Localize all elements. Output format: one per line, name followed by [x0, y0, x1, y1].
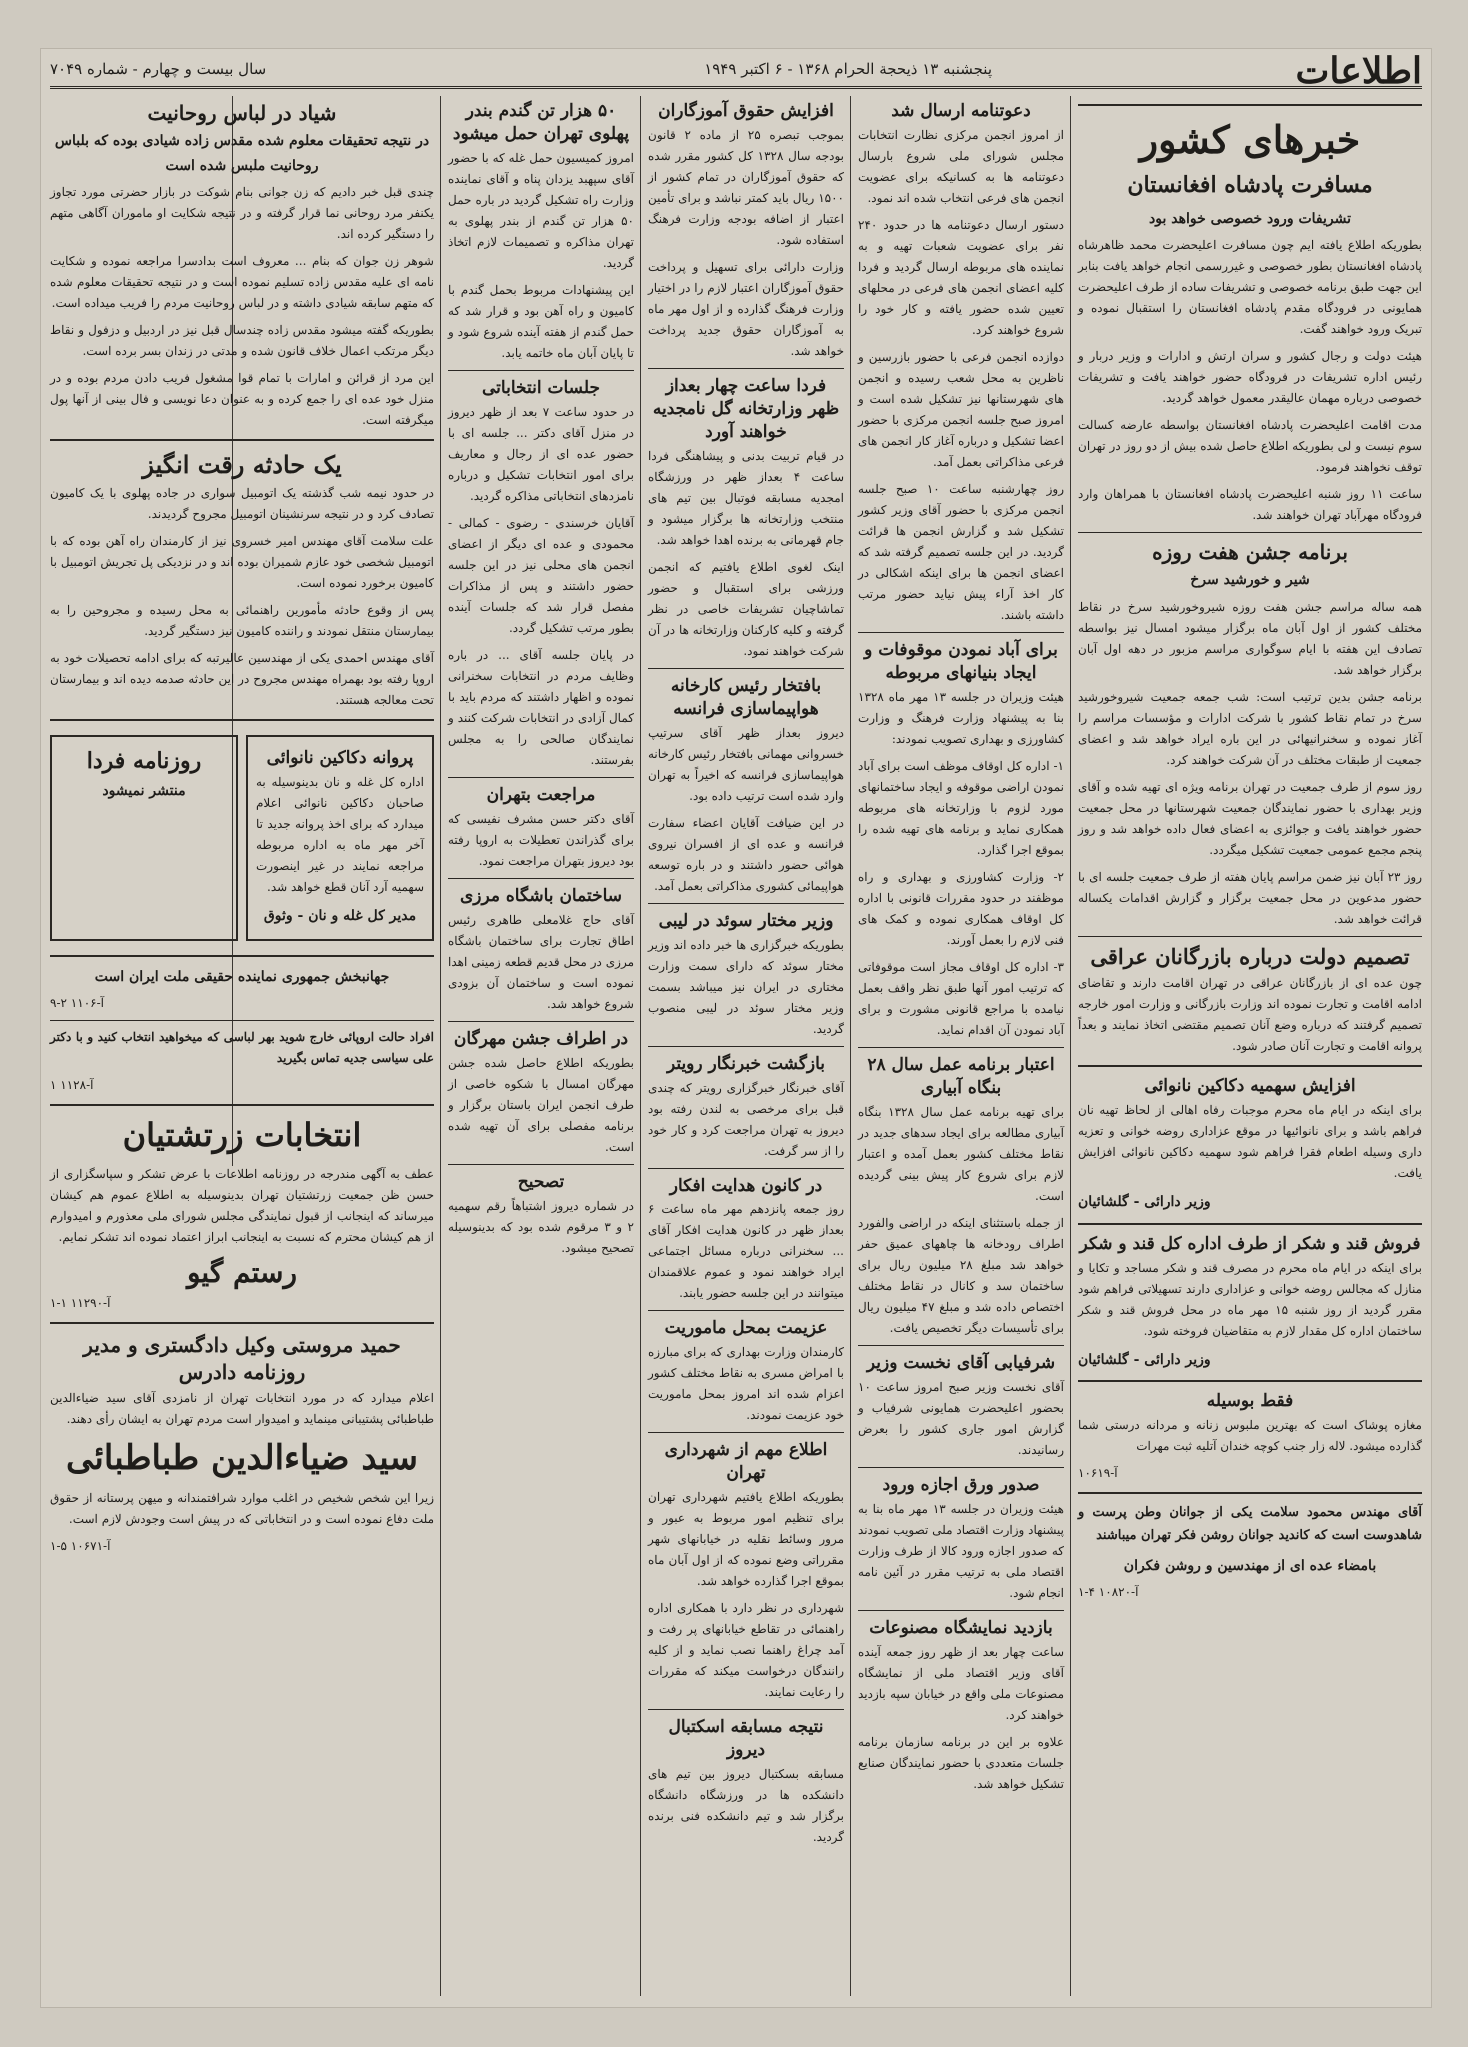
article-paragraph: روز ۲۳ آبان نیز ضمن مراسم پایان هفته از طرف جمعیت جلسه ای با حضور مدعوین در محل جمعیت برگزار و گزارش اقدامات یکساله قرائت خواهد شد. — [1078, 869, 1423, 926]
article-title: افزایش حقوق آموزگاران — [658, 101, 834, 121]
article-title: یک حادثه رقت انگیز — [142, 450, 342, 479]
article-paragraph: در حدود نیمه شب گذشته یک اتومبیل سواری در جاده پهلوی با یک کامیون تصادف کرد و در نتیجه سرنشینان اتومبیل مجروح گردیدند. — [50, 486, 434, 522]
notice-text: اداره کل غله و نان بدینوسیله به صاحبان دکاکین نانوائی اعلام میدارد که برای اخذ پروانه جدید تا آخر مهر ماه به اداره مربوطه مراجعه نمایند در غیر اینصورت سهمیه آرد آنان قطع خواهد شد. — [256, 775, 424, 895]
article-paragraph: آقای نخست وزیر صبح امروز ساعت ۱۰ بحضور اعلیحضرت همایونی شرفیاب و گزارش امور جاری کشور را بعرض رسانیدند. — [858, 1379, 1064, 1457]
article-title: شیاد در لباس روحانیت — [147, 101, 337, 125]
article-paragraph: آقای مهندس احمدی یکی از مهندسین عالیرتبه که برای ادامه تحصیلات خود به اروپا رفته بود بهمراه مهندس مجروح در این حادثه صدمه دیده اند و بیمارستان تحت معالجه هستند. — [50, 651, 434, 708]
article-paragraph: دوازده انجمن فرعی با حضور بازرسین و ناظرین به محل شعب رسیده و انجمن های شهرستانها نیز تشکیل شده است و امروز صبح جلسه انجمن مرکزی با حضور اعضا تشکیل و درباره آغاز کار انجمن های فرعی مذاکراتی بعمل آمد. — [858, 349, 1064, 469]
article-title: بازدید نمایشگاه مصنوعات — [869, 1617, 1053, 1638]
column-rule — [440, 96, 441, 1996]
signature: مدیر کل غله و نان - وثوق — [263, 908, 417, 925]
ad-code: آ-۱۰۶۷۱ ۵-۱ — [50, 1539, 111, 1554]
article-paragraph: شوهر زن جوان که بنام ... معروف است بدادسرا مراجعه نموده و شکایت نامه ای علیه مقدس زاده تسلیم نموده است و در نتیجه تحقیقات معلوم شده که متهم سابقه شیادی داشته و در لباس روحانیت مردم را فریب میداده است. — [50, 254, 434, 310]
newspaper-logo: اطلاعات — [1295, 50, 1422, 92]
article-paragraph: ۲- وزارت کشاورزی و بهداری و راه موظفند در حدود مقررات قانونی با اداره کل اوقاف همکاری نموده و کمک های فنی لازم را بعمل آورند. — [858, 869, 1064, 947]
article-paragraph: این پیشنهادات مربوط بحمل گندم با کامیون و راه آهن بود و قرار شد که حمل گندم از هفته آینده شروع شود و تا پایان آبان ماه خاتمه یابد. — [448, 282, 634, 360]
article-paragraph: زیرا این شخص شخیص در اغلب موارد شرافتمندانه و میهن پرستانه از حقوق ملت دفاع نموده است و در انتخاباتی که در پیش است وجودش لازم است. — [50, 1491, 434, 1527]
notice-subtitle: منتشر نمیشود — [102, 783, 186, 800]
ad-code: آ-۱۰۶۱۹ — [1078, 1466, 1118, 1481]
article-paragraph: در پایان جلسه آقای ... در باره وظایف مردم در انتخابات سخنرانی نموده و اظهار داشتند که مردم باید با کمال آزادی در انتخابات شرکت کنند و نمایندگان صالحی را به مجلس بفرستند. — [448, 647, 634, 767]
section-headline: خبرهای کشور — [1139, 117, 1361, 162]
column-crime-ads — [50, 96, 434, 1996]
article-paragraph: مدت اقامت اعلیحضرت پادشاه افغانستان بواسطه عارضه کسالت سوم نیست و لی بطوریکه اطلاع حاصل شده بیش از دو روز در تهران توقف نخواهند فرمود. — [1078, 418, 1422, 475]
article-title: در اطراف جشن مهرگان — [453, 1028, 629, 1049]
article-title: اطلاع مهم از شهرداری تهران — [664, 1440, 828, 1484]
article-paragraph: آقای حاج غلامعلی طاهری رئیس اطاق تجارت برای ساختمان باشگاه مرزی در محل قدیم قطعه زمینی اهدا نموده است و ساختمان آن بزودی شروع خواهد شد. — [448, 912, 634, 1011]
article-title: ۵۰ هزار تن گندم بندر پهلوی تهران حمل میشود — [452, 101, 630, 144]
newspaper-page — [40, 48, 1432, 2008]
article-paragraph: برای اینکه در ایام ماه محرم در مصرف قند و شکر مساجد و تکایا و منازل که مجالس روضه خوانی و عزاداری دارند تسهیلاتی فراهم شود مقرر گردید از روز شنبه ۱۵ مهر ماه در محل فروش قند و شکر ساختمان اداره کل مقدار لازم به متقاضیان فروخته شود. — [1078, 1260, 1423, 1338]
notice-box-bakeries — [246, 735, 434, 940]
article-title: نتیجه مسابقه اسکتبال دیروز — [668, 1717, 824, 1761]
article-paragraph: اعلام میدارد که در مورد انتخابات تهران از نامزدی آقای سید ضیاءالدین طباطبائی پشتیبانی مینماید و امیدوار است مردم تهران به ایشان رأی دهند. — [50, 1391, 434, 1427]
article-paragraph: هیئت وزیران در جلسه ۱۳ مهر ماه بنا به پیشنهاد وزارت اقتصاد ملی تصویب نمودند که صدور اجازه ورود کالا از طرف وزارت اقتصاد ملی به ترتیب مقرر در آئین نامه انجام شود. — [858, 1501, 1064, 1600]
article-title: صدور ورق اجازه ورود — [882, 1474, 1040, 1495]
article-paragraph: وزارت دارائی برای تسهیل و پرداخت حقوق آموزگاران اعتبار لازم را در اختیار وزارت فرهنگ گذارده و از اول مهر ماه به آموزگاران حقوق جدید پرداخت خواهد شد. — [648, 259, 844, 358]
article-paragraph: اینک لغوی اطلاع یافتیم که انجمن ورزشی برای استقبال و حضور تماشاچیان تشریفات خاصی در نظر گرفته و کلیه کارکنان وزارتخانه ها در آن شرکت خواهند نمود. — [648, 559, 844, 658]
article-title: حمید مروستی وکیل دادگستری و مدیر روزنامه دادرس — [83, 1333, 401, 1385]
ad-code: آ-۱۱۲۸ ۱ — [50, 1078, 94, 1093]
ad-title: جهانبخش جمهوری نماینده حقیقی ملت ایران است — [94, 968, 390, 985]
column-rule — [850, 96, 851, 1996]
article-subtitle: تشریفات ورود خصوصی خواهد بود — [1148, 210, 1351, 227]
issue-number: سال بیست و چهارم - شماره ۷۰۴۹ — [50, 60, 267, 78]
article-title: فروش قند و شکر از طرف اداره کل قند و شکر — [1079, 1233, 1421, 1254]
article-paragraph: عطف به آگهی مندرجه در روزنامه اطلاعات با عرض تشکر و سپاسگزاری از حسن ظن جمعیت زرتشتیان تهران بدینوسیله به اطلاع عموم هم کیشان میرساند که اینجانب از قبول نمایندگی مجلس شورای ملی معذورم و امیدوارم از هم کیشان محترم که نسبت به اینجانب ابراز اعتماد نموده اند تشکر نمایم. — [50, 1166, 434, 1244]
article-paragraph: دیروز بعداز ظهر آقای سرتیپ خسروانی مهمانی بافتخار رئیس کارخانه هواپیماسازی فرانسه که اخیراً به تهران وارد شده است ترتیب داده بود. — [648, 725, 844, 803]
article-paragraph: در این ضیافت آقایان اعضاء سفارت فرانسه و عده ای از افسران نیروی هوائی حضور داشتند و در باره توسعه هواپیمائی کشوری مذاکراتی بعمل آمد. — [648, 815, 844, 893]
article-paragraph: برای اینکه در ایام ماه محرم موجبات رفاه اهالی از لحاظ تهیه نان فراهم باشد و برای نانوائیها در موقع عزاداری روضه خوانی و تعزیه داری وسیله اطعام فقرا فراهم شود سهمیه دکاکین نانوائی افزایش یافت. — [1078, 1103, 1422, 1181]
article-title: مسافرت پادشاه افغانستان — [1127, 172, 1373, 199]
article-paragraph: روز سوم از طرف جمعیت در تهران برنامه ویژه ای تهیه شده و آقای وزیر بهداری با حضور نمایندگان جمعیت شهرستانها در محل جمعیت حضور خواهند یافت و جوائزی به اعضای فعال داده خواهد شد و روز پنجم مجمع عمومی جمعیت تشکیل میگردد. — [1078, 779, 1422, 857]
article-paragraph: شهرداری در نظر دارد با همکاری اداره راهنمائی در تقاطع خیابانهای پر رفت و آمد چراغ راهنما نصب نماید و از کلیه رانندگان درخواست میکند که مقررات را رعایت نمایند. — [648, 1601, 844, 1700]
notice-title: پروانه دکاکین نانوائی — [266, 748, 414, 769]
article-paragraph: در حدود ساعت ۷ بعد از ظهر دیروز در منزل آقای دکتر ... جلسه ای با حضور عده ای از رجال و معاریف برای امور انتخابات تشکیل و درباره نامزدهای انتخاباتی مذاکره گردید. — [448, 404, 634, 503]
ad-title: فقط بوسیله — [1206, 1391, 1294, 1412]
article-title: افزایش سهمیه دکاکین نانوائی — [1144, 1076, 1356, 1097]
issue-date: پنجشنبه ۱۳ ذیحجة الحرام ۱۳۶۸ - ۶ اکتبر ۱۹۴۹ — [704, 60, 992, 78]
article-paragraph: ساعت چهار بعد از ظهر روز جمعه آینده آقای وزیر اقتصاد ملی از نمایشگاه مصنوعات ملی واقع در خیابان سپه بازدید خواهند کرد. — [858, 1644, 1064, 1722]
article-paragraph: روز جمعه پانزدهم مهر ماه ساعت ۶ بعداز ظهر در کانون هدایت افکار آقای ... سخنرانی درباره مسائل اجتماعی ایراد خواهند نمود و عموم علاقمندان میتوانند در این جلسه حضور یابند. — [648, 1202, 844, 1301]
article-paragraph: علت سلامت آقای مهندس امیر خسروی نیز از کارمندان راه آهن بوده که با اتومبیل شخصی خود عازم شمیران بوده اند و در نزدیکی پل تجریش اتومبیل با کامیون برخورد نموده است. — [50, 534, 434, 591]
candidate-name: سید ضیاءالدین طباطبائی — [66, 1438, 418, 1479]
article-title: مراجعت بتهران — [486, 784, 596, 805]
article-title: فردا ساعت چهار بعداز ظهر وزارتخانه گل نامجدیه خواهند آورد — [652, 375, 840, 442]
article-paragraph: امروز کمیسیون حمل غله که با حضور آقای سپهبد یزدان پناه و آقای نماینده وزارت راه تشکیل گردید در باره حمل ۵۰ هزار تن گندم از بندر پهلوی به تهران مذاکره و تصمیمات لازم اتخاذ گردید. — [448, 150, 634, 270]
column-misc-news — [648, 96, 844, 1996]
article-paragraph: از امروز انجمن مرکزی نظارت انتخابات مجلس شورای ملی شروع بارسال دعوتنامه ها به کسانیکه برای عضویت انجمن های فرعی انتخاب شده اند نمود. — [858, 127, 1064, 205]
article-title: دعوتنامه ارسال شد — [891, 101, 1031, 121]
article-subtitle: شیر و خورشید سرخ — [1190, 572, 1310, 589]
article-title: عزیمت بمحل ماموریت — [664, 1318, 828, 1339]
article-paragraph: چندی قبل خبر دادیم که زن جوانی بنام شوکت در بازار حضرتی مورد تجاوز یکنفر مرد روحانی نما قرار گرفته و در نتیجه شکایت او ماموران آگاهی متهم را دستگیر کرده اند. — [50, 185, 434, 241]
signature: وزیر دارائی - گلشائیان — [1078, 1194, 1211, 1211]
article-title: انتخابات زرتشتیان — [122, 1116, 362, 1155]
article-paragraph: در قیام تربیت بدنی و پیشاهنگی فردا ساعت ۴ بعداز ظهر در ورزشگاه امجدیه مسابقه فوتبال بین تیم های منتخب وزارتخانه ها برگزار میشود و جام قهرمانی به برنده اهدا خواهد شد. — [648, 448, 844, 547]
article-title: اعتبار برنامه عمل سال ۲۸ بنگاه آبیاری — [867, 1054, 1055, 1098]
article-paragraph: هیئت دولت و رجال کشور و سران ارتش و ادارات و وزیر دربار و رئیس اداره تشریفات در فرودگاه حضور خواهند یافت و تشریفات خصوصی درباره مهمان عالیقدر معمول خواهد گردید. — [1078, 349, 1422, 406]
signature: وزیر دارائی - گلشائیان — [1078, 1351, 1211, 1368]
article-paragraph: ۱- اداره کل اوقاف موظف است برای آباد نمودن اراضی موقوفه و ایجاد ساختمانهای مورد لزوم با وزارتخانه های مربوطه همکاری نماید و برنامه های تهیه شده را بموقع اجرا گذارد. — [858, 758, 1064, 857]
article-paragraph: علاوه بر این در برنامه سازمان برنامه جلسات متعددی با حضور نمایندگان صنایع تشکیل خواهد شد. — [858, 1734, 1064, 1791]
article-paragraph: روز چهارشنبه ساعت ۱۰ صبح جلسه انجمن مرکزی با حضور آقای وزیر کشور تشکیل شد و گزارش انجمن ها قرائت گردید. در این جلسه تصمیم گرفته شد که اعضای انجمن ها برای اینکه اشکالی در کار اخذ آراء پیش نیاید حضور مرتب داشته باشند. — [858, 481, 1064, 622]
article-paragraph: ۳- اداره کل اوقاف مجاز است موقوفاتی که ترتیب امور آنها طبق نظر واقف بعمل نیامده با مراجع قانونی مشورت و برای آباد نمودن آن اقدام نماید. — [858, 959, 1064, 1037]
article-paragraph: پس از وقوع حادثه مأمورین راهنمائی به محل رسیده و مجروحین را به بیمارستان منتقل نمودند و راننده کامیون نیز دستگیر گردید. — [50, 603, 434, 639]
article-paragraph: بطوریکه اطلاع یافتیم شهرداری تهران برای تنظیم امور مربوط به عبور و مرور وسائط نقلیه در خیابانهای شهر مقرراتی وضع نموده که از اول آبان ماه بموقع اجرا گذارده خواهد شد. — [648, 1490, 844, 1589]
signature: بامضاء عده ای از مهندسین و روشن فکران — [1123, 1557, 1377, 1574]
column-national-news — [1078, 50, 1423, 1996]
article-paragraph: بطوریکه اطلاع یافته ایم چون مسافرت اعلیحضرت محمد ظاهرشاه پادشاه افغانستان بطور خصوصی و غیررسمی انجام خواهد یافت بنابر این جهت طبق برنامه خصوصی و تشریفات ساده از طرف اعلیحضرت همایونی در فرودگاه مقدم پادشاه افغانستان را استقبال نموده و تبریک ورود خواهند گفت. — [1078, 238, 1422, 337]
article-title: ساختمان باشگاه مرزی — [459, 885, 623, 906]
article-paragraph: دستور ارسال دعوتنامه ها در حدود ۲۴۰ نفر برای عضویت شعبات تهیه و به نماینده های مربوطه ارسال گردید و فردا کلیه اعضای انجمن های فرعی در محلهای تعیین شده حضور یافته و کار خود را شروع خواهند کرد. — [858, 217, 1064, 337]
masthead — [50, 52, 1422, 89]
article-paragraph: بطوریکه گفته میشود مقدس زاده چندسال قبل نیز در اردبیل و دزفول و نقاط دیگر مرتکب اعمال خلاف قانون شده و مدتی در زندان بسر برده است. — [50, 323, 434, 358]
article-paragraph: آقای خبرنگار خبرگزاری رویتر که چندی قبل برای مرخصی به لندن رفته بود دیروز به تهران مراجعت کرد و کار خود را از سر گرفت. — [648, 1080, 844, 1158]
article-paragraph: آقایان خرسندی - رضوی - کمالی - محمودی و عده ای دیگر از اعضای انجمن های محلی نیز در این جلسه حضور داشتند و پس از مذاکرات مفصل قرار شد که جلسات آینده بطور مرتب تشکیل گردد. — [448, 515, 634, 635]
article-paragraph: برای تهیه برنامه عمل سال ۱۳۲۸ بنگاه آبیاری مطالعه برای ایجاد سدهای جدید در نقاط مختلف کشور بعمل آمده و اعتبار لازم برای شروع کار پیش بینی گردیده است. — [858, 1104, 1064, 1203]
notice-box-farda — [50, 735, 238, 940]
article-paragraph: آقای دکتر حسن مشرف نفیسی که برای گذراندن تعطیلات به اروپا رفته بود دیروز بتهران مراجعت نمود. — [448, 811, 634, 868]
column-rule — [640, 96, 641, 1996]
article-title: جلسات انتخاباتی — [482, 377, 600, 398]
article-title: برای آباد نمودن موقوفات و ایجاد بنیانهای مربوطه — [864, 639, 1058, 683]
article-paragraph: ساعت ۱۱ روز شنبه اعلیحضرت پادشاه افغانستان با همراهان وارد فرودگاه مهرآباد تهران خواهند شد. — [1078, 487, 1423, 523]
ad-code: آ-۱۱۰۶ ۲-۹ — [50, 996, 104, 1011]
article-paragraph: در شماره دیروز اشتباهاً رقم سهمیه ۲ و ۳ مرقوم شده بود که بدینوسیله تصحیح میشود. — [448, 1198, 634, 1255]
article-paragraph: بطوریکه خبرگزاری ها خبر داده اند وزیر مختار سوئد که دارای سمت وزارت مختاری در ایران نیز میباشد بسمت وزیر مختار سوئد در لیبی منصوب گردید. — [648, 937, 844, 1036]
article-paragraph: کارمندان وزارت بهداری که برای مبارزه با امراض مسری به نقاط مختلف کشور اعزام شده اند امروز بمحل ماموریت خود عزیمت نمودند. — [648, 1345, 844, 1423]
article-paragraph: هیئت وزیران در جلسه ۱۳ مهر ماه ۱۳۲۸ بنا به پیشنهاد وزارت فرهنگ و وزارت کشاورزی و بهداری تصویب نمودند: — [858, 689, 1064, 746]
signature: رستم گیو — [186, 1255, 298, 1289]
article-paragraph: چون عده ای از بازرگانان عراقی در تهران اقامت دارند و تقاضای ادامه اقامت و تجارت نموده اند وزارت بازرگانی و وزارت امور خارجه تصمیم گرفتند که درباره وضع آنان تصمیم مقتضی اتخاذ نمایند و بعداً پروانه اقامت و تجارت آنان صادر شود. — [1078, 976, 1422, 1054]
article-subtitle: در نتیجه تحقیقات معلوم شده مقدس زاده شیادی بوده که بلباس روحانیت ملبس شده است — [54, 133, 430, 174]
article-title: تصحیح — [517, 1171, 565, 1192]
column-rule — [1070, 96, 1071, 1996]
ad-text: افراد حالت اروپائی خارج شوید بهر لباسی که میخواهید انتخاب کنید و با دکتر علی سیاسی جدیه تماس بگیرید — [50, 1030, 434, 1066]
column-elections-news — [858, 96, 1064, 1996]
ad-code: آ-۱۱۲۹۰ ۱-۱ — [50, 1296, 111, 1311]
article-title: در کانون هدایت افکار — [669, 1175, 823, 1196]
article-paragraph: از جمله باستثنای اینکه در اراضی والفورد اطراف رودخانه ها چاههای عمیق حفر خواهد شد مبلغ ۲۸ میلیون ریال برای ساختمان سد و کانال در نقاط مختلف اختصاص داده شد و مبلغ ۴۷ میلیون ریال برای تأسیسات دیگر تخصیص یافت. — [858, 1215, 1064, 1335]
article-title: بازگشت خبرنگار رویتر — [666, 1053, 826, 1074]
ad-text: آقای مهندس محمود سلامت یکی از جوانان وطن پرست و شاهدوست است که کاندید جوانان روشن فکر تهران میباشند — [1078, 1505, 1422, 1543]
article-paragraph: بطوریکه اطلاع حاصل شده جشن مهرگان امسال با شکوه خاصی از طرف انجمن ایران باستان برگزار و برنامه مفصلی برای آن تهیه شده است. — [448, 1055, 634, 1154]
article-title: بافتخار رئیس کارخانه هواپیماسازی فرانسه — [670, 675, 822, 719]
notice-title: روزنامه فردا — [86, 748, 202, 775]
article-title: برنامه جشن هفت روزه — [1152, 540, 1348, 565]
article-title: تصمیم دولت درباره بازرگانان عراقی — [1090, 943, 1410, 969]
article-title: وزیر مختار سوئد در لیبی — [658, 910, 834, 931]
ad-code: آ-۱۰۸۲۰ ۴-۱ — [1078, 1585, 1139, 1600]
ad-text: مغازه پوشاک است که بهترین ملبوس زنانه و مردانه درستی شما گذارده میشود. لاله زار جنب کوچه خندان آتلیه ثبت مهرات — [1078, 1418, 1422, 1454]
article-title: شرفیابی آقای نخست وزیر — [866, 1352, 1056, 1373]
article-paragraph: این مرد از قرائن و امارات با تمام قوا مشغول فریب دادن مردم بوده و در منزل خود عده ای را جمع کرده و به عنوان دعا نویسی و فال بینی از آنها پول میگرفته است. — [50, 371, 434, 427]
article-paragraph: بموجب تبصره ۲۵ از ماده ۲ قانون بودجه سال ۱۳۲۸ کل کشور مقرر شده که حقوق آموزگاران در تمام کشور از ۱۵۰۰ ریال باید کمتر نباشد و برای تأمین اعتبار از اضافه بودجه وزارت فرهنگ استفاده شود. — [648, 127, 844, 247]
article-paragraph: برنامه جشن بدین ترتیب است: شب جمعه جمعیت شیروخورشید سرخ در تمام نقاط کشور با شرکت ادارات و مؤسسات مراسم را آغاز نموده و سخنرانیهائی در این باره ایراد خواهد شد و اعضای جمعیت از طبقات مختلف در آن شرکت خواهند کرد. — [1078, 689, 1422, 767]
column-wheat-elections — [448, 96, 634, 1255]
article-paragraph: مسابقه بسکتبال دیروز بین تیم های دانشکده ها در ورزشگاه دانشگاه برگزار شد و تیم دانشکده فنی برنده گردید. — [648, 1767, 844, 1845]
article-paragraph: همه ساله مراسم جشن هفت روزه شیروخورشید سرخ در نقاط مختلف کشور از اول آبان ماه برگزار میشود امسال نیز بواسطه تصادف این هفته با ایام سوگواری مراسم مزبور در دهه اول آبان برگزار خواهد شد. — [1078, 599, 1422, 677]
